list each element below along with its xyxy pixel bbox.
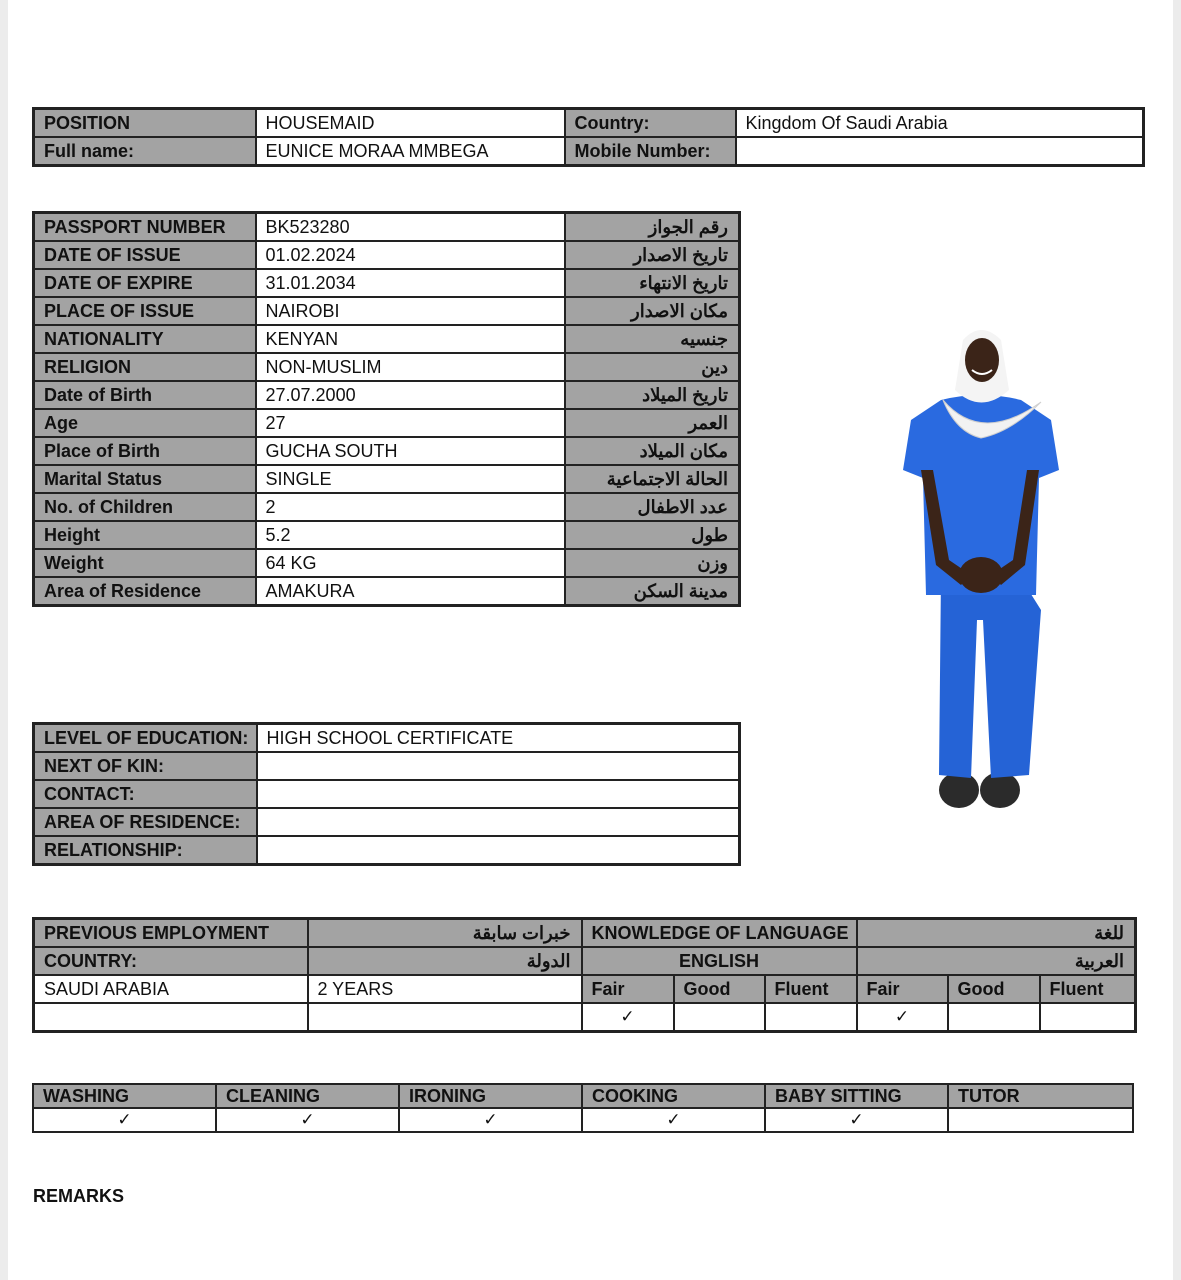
passport-row-label: No. of Children [34, 493, 256, 521]
skill-cooking-check: ✓ [582, 1108, 765, 1132]
passport-row-value: BK523280 [256, 213, 565, 242]
passport-row [34, 269, 740, 297]
passport-row-label: Place of Birth [34, 437, 256, 465]
passport-row-arabic: دين [565, 353, 740, 381]
employment-table [32, 917, 1137, 1033]
arabic-good-check [948, 1003, 1040, 1032]
passport-row-label: Marital Status [34, 465, 256, 493]
english-good-label: Good [674, 975, 765, 1003]
fullname-label: Full name: [34, 137, 256, 166]
empty-cell [34, 1003, 308, 1032]
passport-row-value: 31.01.2034 [256, 269, 565, 297]
education-row [34, 752, 740, 780]
education-row-value: HIGH SCHOOL CERTIFICATE [257, 724, 740, 753]
english-fluent-check [765, 1003, 857, 1032]
arabic-fair-label: Fair [857, 975, 948, 1003]
skills-header-row [33, 1084, 1133, 1108]
passport-row-arabic: وزن [565, 549, 740, 577]
position-row [34, 109, 1144, 138]
passport-row [34, 241, 740, 269]
cv-page [8, 0, 1173, 1280]
passport-row-arabic: مكان الميلاد [565, 437, 740, 465]
passport-row-label: RELIGION [34, 353, 256, 381]
passport-row-value: 27 [256, 409, 565, 437]
skill-babysitting-label: BABY SITTING [765, 1084, 948, 1108]
fullname-value: EUNICE MORAA MMBEGA [256, 137, 565, 166]
knowledge-language-label: KNOWLEDGE OF LANGUAGE [582, 919, 857, 948]
passport-row-value: 01.02.2024 [256, 241, 565, 269]
arabic-language-label: العربية [857, 947, 1136, 975]
education-rows [34, 724, 740, 865]
education-row [34, 780, 740, 808]
education-row-label: NEXT OF KIN: [34, 752, 257, 780]
passport-row [34, 409, 740, 437]
country-column-label: COUNTRY: [34, 947, 308, 975]
mobile-label: Mobile Number: [565, 137, 736, 166]
passport-row-arabic: تاريخ الاصدار [565, 241, 740, 269]
employment-header-row [34, 919, 1136, 948]
passport-row-arabic: تاريخ الانتهاء [565, 269, 740, 297]
employment-country-value: SAUDI ARABIA [34, 975, 308, 1003]
passport-row [34, 437, 740, 465]
remarks-label: REMARKS [33, 1186, 125, 1206]
passport-row-arabic: مكان الاصدار [565, 297, 740, 325]
passport-row-label: Area of Residence [34, 577, 256, 606]
mobile-value [736, 137, 1144, 166]
education-row [34, 836, 740, 865]
arabic-good-label: Good [948, 975, 1040, 1003]
fullname-row [34, 137, 1144, 166]
country-column-arabic: الدولة [308, 947, 582, 975]
passport-row-label: Height [34, 521, 256, 549]
passport-row-label: NATIONALITY [34, 325, 256, 353]
skills-check-row [33, 1108, 1133, 1132]
employment-subheader-row [34, 947, 1136, 975]
arabic-fluent-check [1040, 1003, 1136, 1032]
passport-rows [34, 213, 740, 606]
passport-row-label: Age [34, 409, 256, 437]
skills-table [32, 1083, 1134, 1133]
passport-row [34, 577, 740, 606]
education-table [32, 722, 741, 866]
passport-row [34, 353, 740, 381]
passport-row [34, 521, 740, 549]
passport-row-arabic: مدينة السكن [565, 577, 740, 606]
passport-row-label: Date of Birth [34, 381, 256, 409]
skill-tutor-check [948, 1108, 1133, 1132]
education-row-value [257, 808, 740, 836]
passport-row [34, 213, 740, 242]
education-row-label: AREA OF RESIDENCE: [34, 808, 257, 836]
passport-row-arabic: تاريخ الميلاد [565, 381, 740, 409]
passport-row-arabic: العمر [565, 409, 740, 437]
skill-ironing-check: ✓ [399, 1108, 582, 1132]
passport-row [34, 549, 740, 577]
passport-row-value: GUCHA SOUTH [256, 437, 565, 465]
position-value: HOUSEMAID [256, 109, 565, 138]
passport-row-value: 2 [256, 493, 565, 521]
education-row-value [257, 752, 740, 780]
passport-row-value: NAIROBI [256, 297, 565, 325]
employment-data-row [34, 975, 1136, 1003]
passport-row-arabic: عدد الاطفال [565, 493, 740, 521]
skill-cleaning-label: CLEANING [216, 1084, 399, 1108]
language-check-row [34, 1003, 1136, 1032]
passport-row-arabic: رقم الجواز [565, 213, 740, 242]
empty-cell [308, 1003, 582, 1032]
education-row-value [257, 836, 740, 865]
passport-row [34, 381, 740, 409]
skill-babysitting-check: ✓ [765, 1108, 948, 1132]
position-label: POSITION [34, 109, 256, 138]
passport-row-value: 27.07.2000 [256, 381, 565, 409]
english-fair-label: Fair [582, 975, 674, 1003]
previous-employment-label: PREVIOUS EMPLOYMENT [34, 919, 308, 948]
arabic-fluent-label: Fluent [1040, 975, 1136, 1003]
education-row-label: RELATIONSHIP: [34, 836, 257, 865]
english-good-check [674, 1003, 765, 1032]
passport-row [34, 297, 740, 325]
passport-row-label: PASSPORT NUMBER [34, 213, 256, 242]
education-row-value [257, 780, 740, 808]
passport-row-value: SINGLE [256, 465, 565, 493]
country-label: Country: [565, 109, 736, 138]
passport-row-label: DATE OF EXPIRE [34, 269, 256, 297]
language-arabic-label: للغة [857, 919, 1136, 948]
skill-washing-check: ✓ [33, 1108, 216, 1132]
country-value: Kingdom Of Saudi Arabia [736, 109, 1144, 138]
passport-row-value: 5.2 [256, 521, 565, 549]
passport-row-value: 64 KG [256, 549, 565, 577]
english-fluent-label: Fluent [765, 975, 857, 1003]
skill-washing-label: WASHING [33, 1084, 216, 1108]
passport-row-arabic: الحالة الاجتماعية [565, 465, 740, 493]
skill-tutor-label: TUTOR [948, 1084, 1133, 1108]
skill-cooking-label: COOKING [582, 1084, 765, 1108]
passport-row-label: PLACE OF ISSUE [34, 297, 256, 325]
education-row [34, 724, 740, 753]
english-label: ENGLISH [582, 947, 857, 975]
passport-row-label: DATE OF ISSUE [34, 241, 256, 269]
passport-row-value: NON-MUSLIM [256, 353, 565, 381]
education-row-label: CONTACT: [34, 780, 257, 808]
education-row-label: LEVEL OF EDUCATION: [34, 724, 257, 753]
skill-cleaning-check: ✓ [216, 1108, 399, 1132]
passport-row [34, 465, 740, 493]
english-fair-check: ✓ [582, 1003, 674, 1032]
passport-row-arabic: طول [565, 521, 740, 549]
passport-row-label: Weight [34, 549, 256, 577]
position-table [32, 107, 1145, 167]
skill-ironing-label: IRONING [399, 1084, 582, 1108]
passport-table [32, 211, 741, 607]
passport-row-value: KENYAN [256, 325, 565, 353]
passport-row [34, 493, 740, 521]
education-row [34, 808, 740, 836]
passport-row-value: AMAKURA [256, 577, 565, 606]
passport-row [34, 325, 740, 353]
passport-row-arabic: جنسيه [565, 325, 740, 353]
arabic-fair-check: ✓ [857, 1003, 948, 1032]
candidate-photo [901, 320, 1061, 820]
previous-employment-arabic: خبرات سابقة [308, 919, 582, 948]
employment-duration-value: 2 YEARS [308, 975, 582, 1003]
